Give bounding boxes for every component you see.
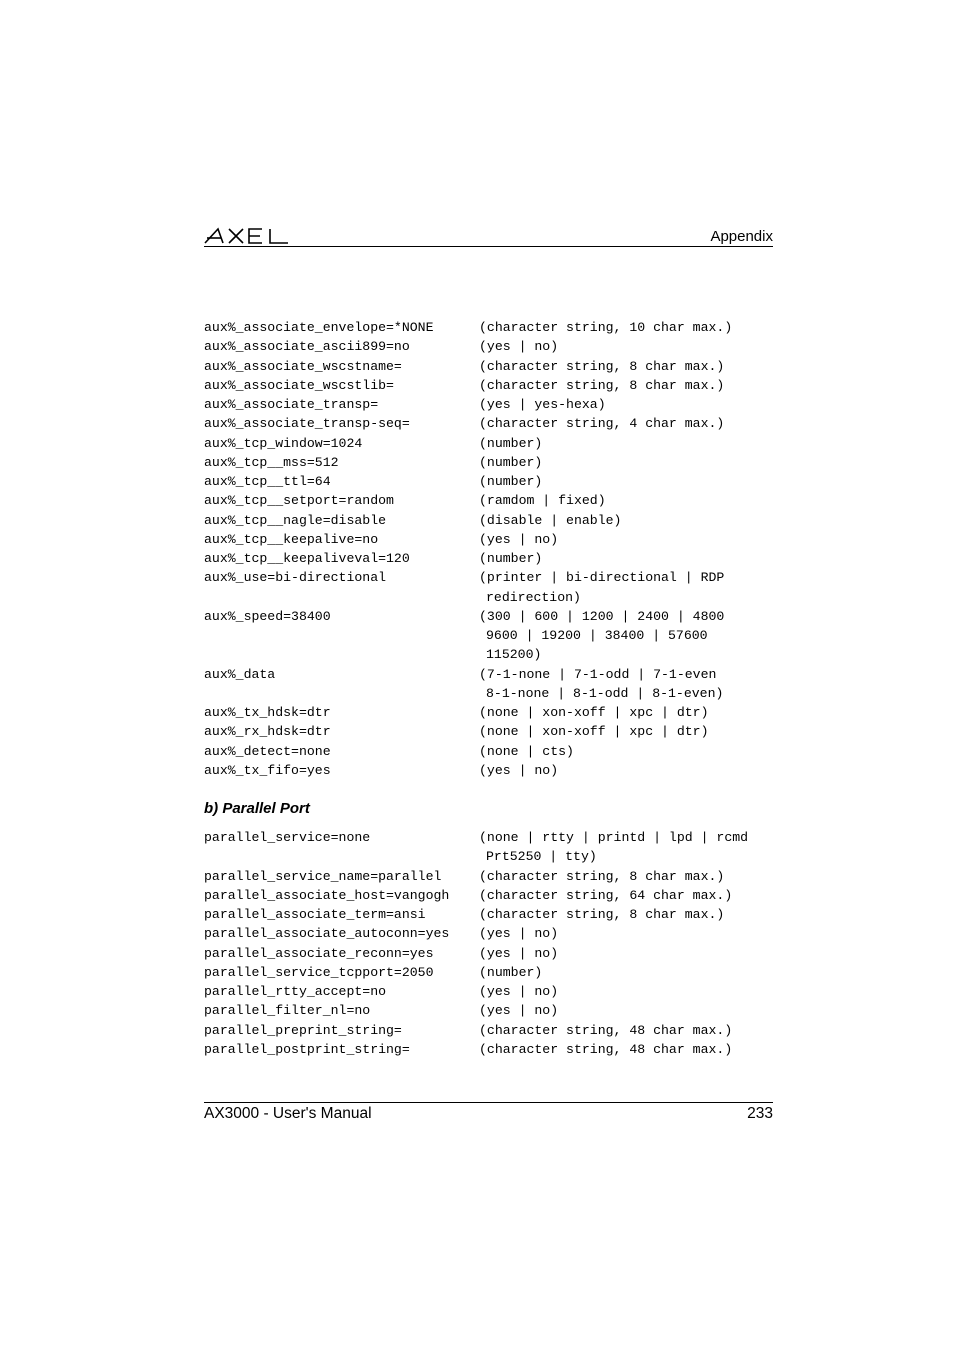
parameter-name: parallel_preprint_string=	[204, 1022, 402, 1038]
parallel-parameter-row	[204, 1001, 784, 1020]
parameter-name: parallel_associate_host=vangogh	[204, 887, 450, 903]
parameter-values: (yes | no)	[479, 984, 559, 999]
parameter-values: (character string, 48 char max.)	[479, 1022, 733, 1038]
parameter-name: aux%_tcp__keepaliveval=120	[204, 551, 410, 566]
parameter-values: (number)	[479, 964, 543, 980]
parameter-name: aux%_associate_ascii899=no	[204, 339, 410, 355]
parameter-name: aux%_associate_transp=	[204, 397, 379, 412]
parameter-values: (yes | no)	[479, 762, 559, 778]
aux-parameter-row	[204, 703, 784, 722]
parameter-values: (yes | no)	[479, 1003, 559, 1019]
parameter-name: aux%_rx_hdsk=dtr	[204, 724, 331, 740]
parameter-name: aux%_data	[204, 666, 276, 682]
page-header	[204, 222, 773, 247]
aux-parameter-row-continuation	[204, 588, 784, 607]
parameter-values-continued: redirection)	[486, 589, 581, 605]
parameter-name: aux%_tx_fifo=yes	[204, 762, 331, 778]
parameter-values: (character string, 8 char max.)	[479, 907, 725, 922]
parameter-name: parallel_service_name=parallel	[204, 868, 442, 884]
parameter-name: aux%_tx_hdsk=dtr	[204, 705, 331, 720]
parallel-parameter-row	[204, 982, 784, 1001]
parameter-name: parallel_service=none	[204, 830, 371, 845]
parameter-name: aux%_tcp__keepalive=no	[204, 531, 379, 547]
parallel-parameter-row	[204, 944, 784, 963]
aux-parameter-row	[204, 472, 784, 491]
parameter-values: (300 | 600 | 1200 | 2400 | 4800	[479, 608, 725, 624]
parameter-name: aux%_associate_wscstname=	[204, 358, 402, 374]
parameter-name: aux%_detect=none	[204, 743, 331, 759]
aux-parameter-row	[204, 761, 784, 780]
parameter-values: (none | xon-xoff | xpc | dtr)	[479, 724, 709, 740]
aux-parameter-row-continuation	[204, 684, 784, 703]
parameter-name: parallel_associate_reconn=yes	[204, 945, 434, 961]
aux-parameter-row	[204, 376, 784, 395]
page-footer	[204, 1102, 773, 1125]
parameter-values: (yes | no)	[479, 926, 559, 942]
parameter-values-continued: Prt5250 | tty)	[486, 849, 597, 865]
aux-parameter-row	[204, 491, 784, 510]
parameter-name: aux%_tcp__setport=random	[204, 493, 394, 509]
parameter-name: parallel_service_tcpport=2050	[204, 964, 434, 980]
parameter-values: (number)	[479, 551, 543, 566]
parameter-name: parallel_postprint_string=	[204, 1041, 410, 1057]
parameter-values: (none | xon-xoff | xpc | dtr)	[479, 705, 709, 720]
parameter-name: parallel_rtty_accept=no	[204, 984, 387, 999]
parameter-name: aux%_tcp__nagle=disable	[204, 512, 387, 528]
parallel-parameter-row	[204, 886, 784, 905]
parameter-name: parallel_associate_term=ansi	[204, 907, 426, 922]
aux-parameter-row	[204, 337, 784, 356]
parameter-name: aux%_tcp_window=1024	[204, 435, 363, 451]
aux-parameter-row	[204, 434, 784, 453]
parallel-parameter-row	[204, 1040, 784, 1059]
parameter-name: aux%_tcp__ttl=64	[204, 474, 331, 489]
parameter-values: (character string, 4 char max.)	[479, 416, 725, 432]
aux-parameter-row	[204, 607, 784, 626]
aux-parameter-row-continuation	[204, 645, 784, 664]
parallel-port-heading: b) Parallel Port	[204, 800, 310, 817]
parameter-values: (disable | enable)	[479, 512, 622, 528]
parameter-name: aux%_use=bi-directional	[204, 570, 387, 586]
aux-parameter-row	[204, 549, 784, 568]
parameter-values: (none | cts)	[479, 743, 574, 759]
manual-title: AX3000 - User's Manual	[204, 1105, 372, 1122]
parameter-name: aux%_associate_wscstlib=	[204, 377, 394, 393]
aux-parameter-row-continuation	[204, 626, 784, 645]
parameter-values: (printer | bi-directional | RDP	[479, 570, 725, 586]
section-title: Appendix	[710, 228, 773, 245]
parameter-name: parallel_associate_autoconn=yes	[204, 926, 450, 942]
parameter-name: aux%_speed=38400	[204, 608, 331, 624]
aux-parameter-row	[204, 665, 784, 684]
parameter-values: (character string, 10 char max.)	[479, 320, 733, 335]
aux-parameter-row	[204, 722, 784, 741]
parameter-values: (yes | yes-hexa)	[479, 397, 606, 412]
parameter-name: aux%_associate_envelope=*NONE	[204, 320, 434, 335]
parameter-name: aux%_associate_transp-seq=	[204, 416, 410, 432]
parallel-parameter-row	[204, 924, 784, 943]
aux-parameter-row	[204, 453, 784, 472]
parameter-values: (character string, 8 char max.)	[479, 868, 725, 884]
parameter-values: (number)	[479, 474, 543, 489]
aux-parameter-row	[204, 357, 784, 376]
parameter-name: parallel_filter_nl=no	[204, 1003, 371, 1019]
parameter-values: (yes | no)	[479, 945, 559, 961]
parallel-parameter-row	[204, 828, 784, 847]
parameter-values-continued: 9600 | 19200 | 38400 | 57600	[486, 628, 708, 643]
parallel-parameter-list	[204, 828, 784, 1059]
parameter-values-continued: 115200)	[486, 647, 542, 663]
parallel-parameter-row	[204, 867, 784, 886]
aux-parameter-row	[204, 511, 784, 530]
parameter-values: (character string, 48 char max.)	[479, 1041, 733, 1057]
parallel-parameter-row	[204, 963, 784, 982]
aux-parameter-row	[204, 568, 784, 587]
parameter-values: (character string, 8 char max.)	[479, 377, 725, 393]
page-number: 233	[747, 1105, 773, 1122]
aux-parameter-row	[204, 395, 784, 414]
aux-parameter-list	[204, 318, 784, 780]
parameter-name: aux%_tcp__mss=512	[204, 454, 339, 470]
parameter-values: (number)	[479, 435, 543, 451]
parameter-values: (ramdom | fixed)	[479, 493, 606, 509]
aux-parameter-row	[204, 742, 784, 761]
parameter-values: (character string, 64 char max.)	[479, 887, 733, 903]
aux-parameter-row	[204, 318, 784, 337]
parameter-values: (7-1-none | 7-1-odd | 7-1-even	[479, 666, 717, 682]
aux-parameter-row	[204, 530, 784, 549]
parameter-values: (number)	[479, 454, 543, 470]
parallel-parameter-row-continuation	[204, 847, 784, 866]
parallel-parameter-row	[204, 905, 784, 924]
axel-logo	[204, 226, 290, 244]
parallel-parameter-row	[204, 1021, 784, 1040]
parameter-values: (character string, 8 char max.)	[479, 358, 725, 374]
parameter-values: (none | rtty | printd | lpd | rcmd	[479, 830, 749, 845]
parameter-values: (yes | no)	[479, 531, 559, 547]
parameter-values-continued: 8-1-none | 8-1-odd | 8-1-even)	[486, 685, 724, 701]
parameter-values: (yes | no)	[479, 339, 559, 355]
aux-parameter-row	[204, 414, 784, 433]
